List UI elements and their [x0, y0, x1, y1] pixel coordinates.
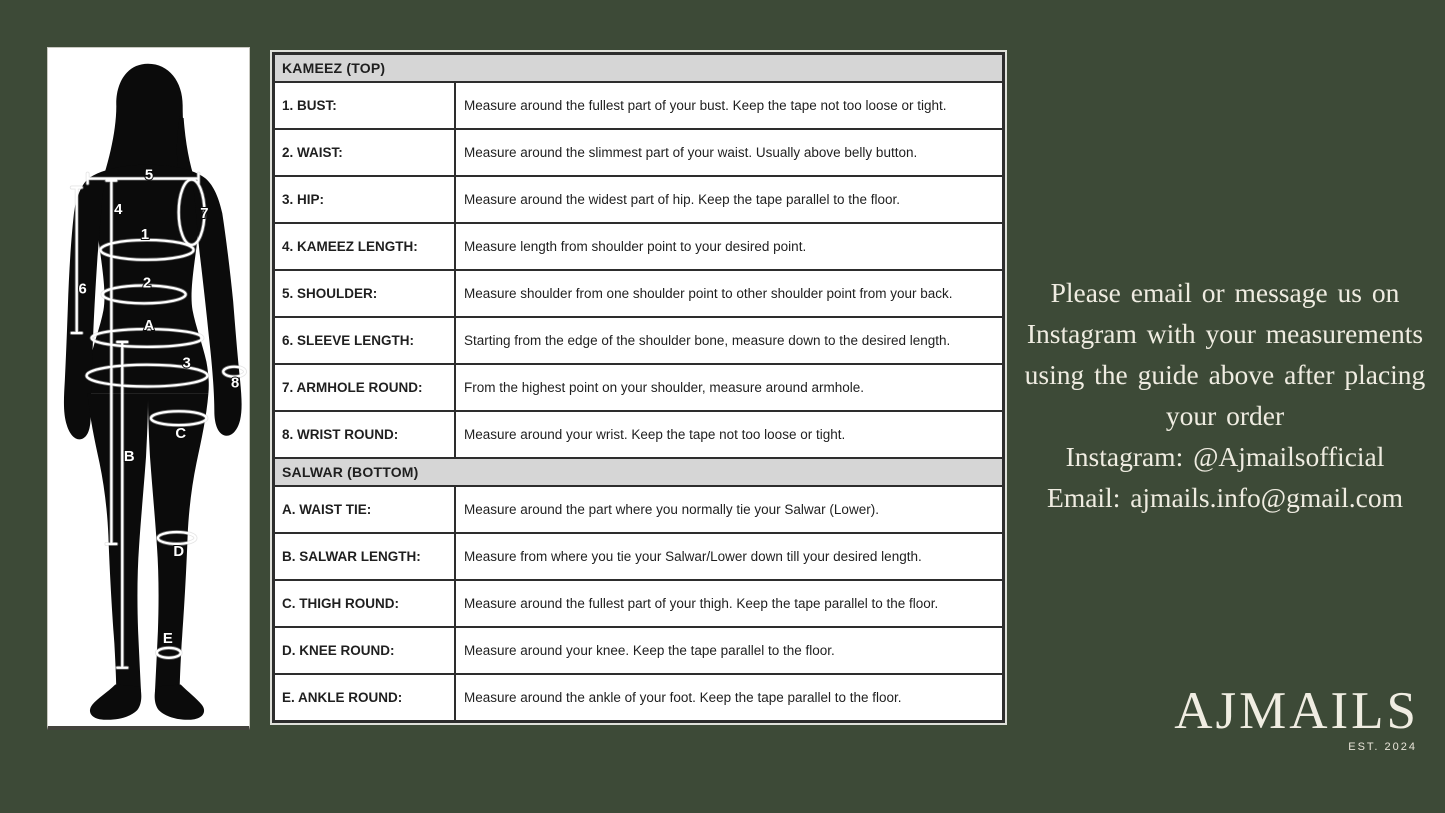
measurement-description: Measure around the slimmest part of your waist. Usually above belly button.: [464, 145, 918, 160]
measurement-description: Measure length from shoulder point to your desired point.: [464, 239, 807, 254]
contact-line: your order: [1165, 400, 1285, 431]
measurement-label: 8. WRIST ROUND:: [275, 412, 456, 457]
table-row: [275, 318, 1002, 365]
measurement-label: 4. KAMEEZ LENGTH:: [275, 224, 456, 269]
table-row: [275, 83, 1002, 130]
figure-marker-8: 8: [231, 375, 240, 392]
measurement-label: 7. ARMHOLE ROUND:: [275, 365, 456, 410]
contact-line: using the guide above after placing: [1024, 359, 1426, 390]
figure-marker-E: E: [162, 630, 173, 647]
section-header-salwar: SALWAR (BOTTOM): [275, 459, 1002, 487]
figure-marker-A: A: [143, 318, 155, 335]
body-measurement-diagram: [47, 47, 250, 730]
measurement-description: From the highest point on your shoulder, measure around armhole.: [464, 380, 864, 395]
section-header-kameez: KAMEEZ (TOP): [275, 55, 1002, 83]
figure-marker-6: 6: [78, 281, 87, 298]
table-row: [275, 412, 1002, 459]
measurement-description: Measure around the part where you normally tie your Salwar (Lower).: [464, 502, 879, 517]
table-row: [275, 130, 1002, 177]
measurement-label: A. WAIST TIE:: [275, 487, 456, 532]
figure-marker-3: 3: [182, 355, 191, 372]
table-row: [275, 628, 1002, 675]
measurement-label: B. SALWAR LENGTH:: [275, 534, 456, 579]
measurement-label: C. THIGH ROUND:: [275, 581, 456, 626]
figure-marker-2: 2: [142, 275, 152, 292]
contact-line: Instagram: @Ajmailsofficial: [1065, 441, 1385, 472]
figure-marker-C: C: [175, 425, 187, 442]
figure-marker-7: 7: [200, 206, 209, 223]
figure-marker-5: 5: [144, 167, 154, 184]
measurement-description: Measure shoulder from one shoulder point to other shoulder point from your back.: [464, 286, 953, 301]
measurement-label: 5. SHOULDER:: [275, 271, 456, 316]
brand-established: EST. 2024: [1348, 740, 1417, 753]
measurement-label: 3. HIP:: [275, 177, 456, 222]
body-silhouette-figure: [48, 48, 249, 726]
measurement-description: Measure around the widest part of hip. Keep the tape parallel to the floor.: [464, 192, 901, 207]
measurement-description: Measure around your knee. Keep the tape parallel to the floor.: [464, 643, 835, 658]
measurement-description: Measure around the fullest part of your thigh. Keep the tape parallel to the floor.: [464, 596, 939, 611]
measurement-description: Measure from where you tie your Salwar/Lower down till your desired length.: [464, 549, 922, 564]
table-row: [275, 581, 1002, 628]
body-silhouette: [64, 64, 242, 720]
measurement-table: [272, 52, 1005, 723]
figure-marker-D: D: [173, 543, 185, 560]
measurement-description: Measure around your wrist. Keep the tape not too loose or tight.: [464, 427, 846, 442]
measurement-label: 1. BUST:: [275, 83, 456, 128]
table-row: [275, 675, 1002, 720]
measurement-label: 2. WAIST:: [275, 130, 456, 175]
table-row: [275, 487, 1002, 534]
table-row: [275, 224, 1002, 271]
figure-marker-4: 4: [114, 202, 123, 219]
contact-line: Email: ajmails.info@gmail.com: [1047, 482, 1403, 513]
table-row: [275, 271, 1002, 318]
measurement-label: 6. SLEEVE LENGTH:: [275, 318, 456, 363]
table-row: [275, 365, 1002, 412]
contact-text: [1007, 272, 1443, 518]
measurement-label: E. ANKLE ROUND:: [275, 675, 456, 720]
measurement-label: D. KNEE ROUND:: [275, 628, 456, 673]
measurement-description: Measure around the fullest part of your bust. Keep the tape not too loose or tight.: [464, 98, 947, 113]
table-row: [275, 177, 1002, 224]
table-row: [275, 534, 1002, 581]
contact-line: Instagram with your measurements: [1026, 318, 1424, 349]
measurement-description: Measure around the ankle of your foot. Keep the tape parallel to the floor.: [464, 690, 902, 705]
measurement-description: Starting from the edge of the shoulder bone, measure down to the desired length.: [464, 333, 951, 348]
figure-marker-1: 1: [140, 226, 150, 243]
brand-name: AJMAILS: [1174, 682, 1419, 740]
contact-line: Please email or message us on: [1050, 277, 1400, 308]
figure-marker-B: B: [123, 448, 135, 465]
brand-logo: [1174, 684, 1419, 753]
